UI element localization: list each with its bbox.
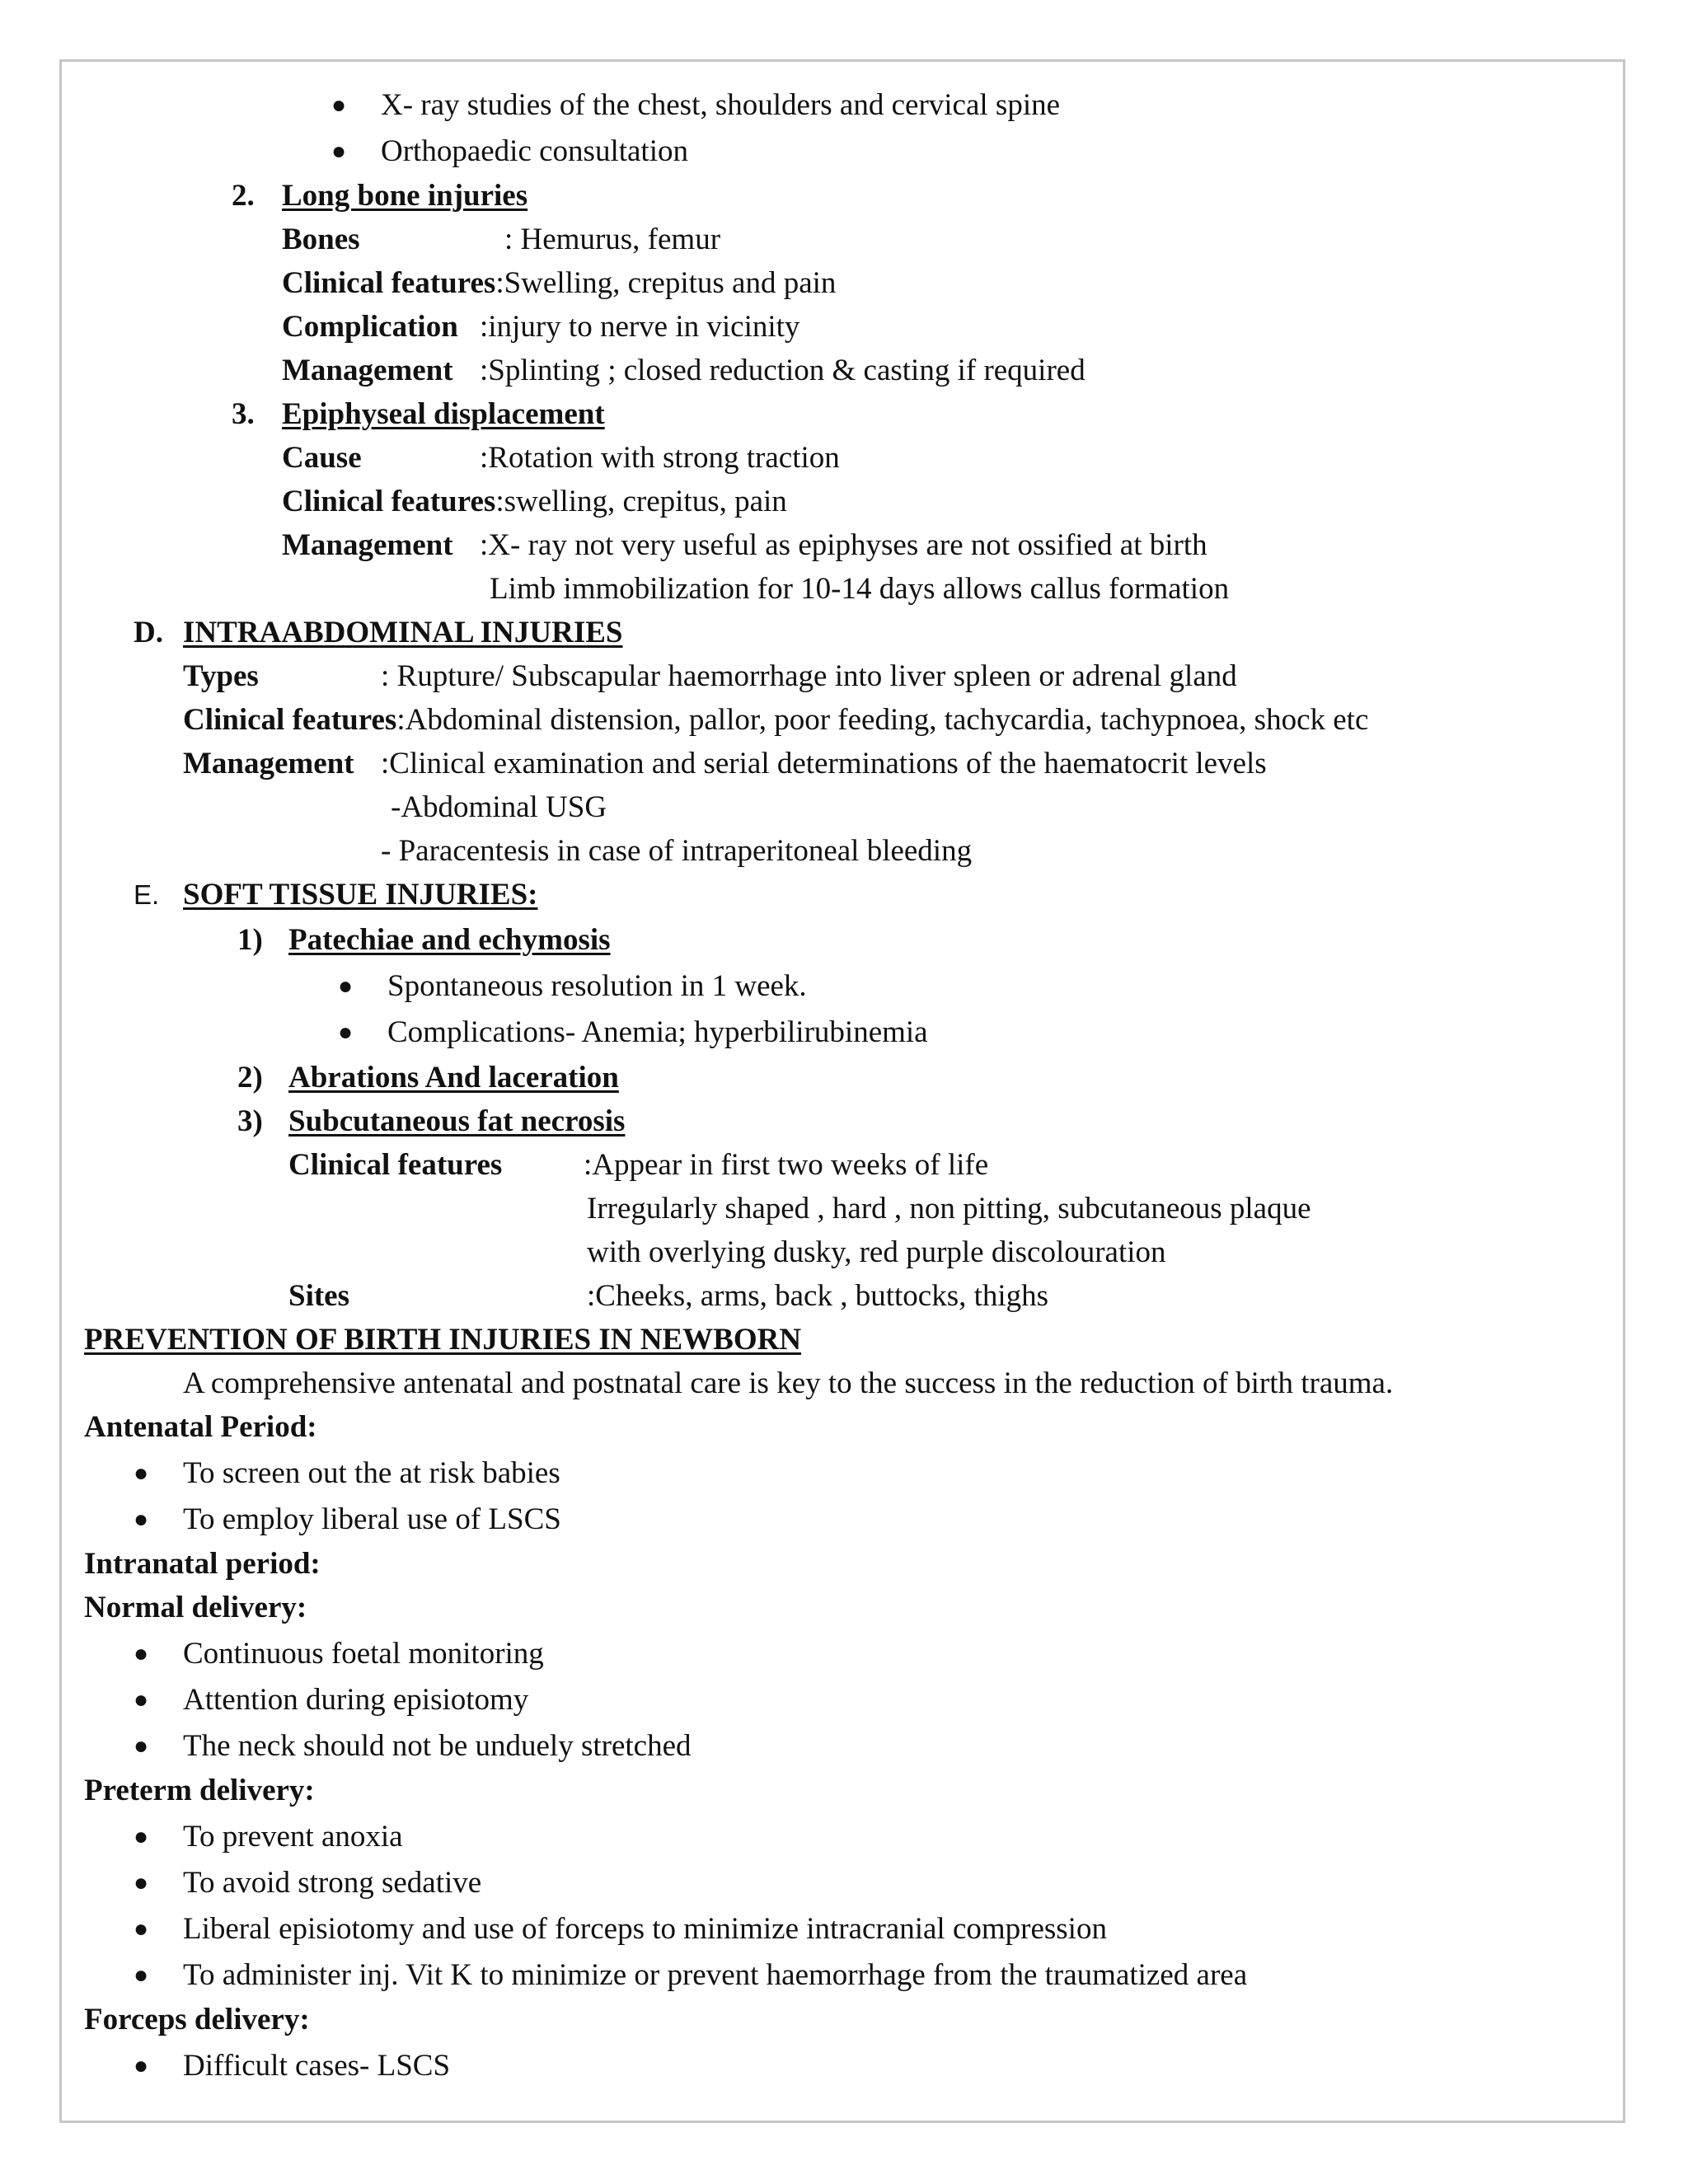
bullet-icon: ● xyxy=(134,1732,149,1760)
bullet-text: X- ray studies of the chest, shoulders and cervical spine xyxy=(381,88,1061,122)
bullet-text: Complications- Anemia; hyperbilirubinemia xyxy=(387,1015,928,1049)
field-label: Sites xyxy=(288,1279,349,1313)
field-value: :injury to nerve in vicinity xyxy=(480,310,800,344)
field-row xyxy=(183,702,1368,738)
bullet-icon: ● xyxy=(134,1460,149,1487)
bullet-icon: ● xyxy=(134,1869,149,1896)
section-number: 2. xyxy=(232,179,255,213)
bullet-text: Continuous foetal monitoring xyxy=(183,1637,544,1671)
field-label: Clinical features xyxy=(282,485,496,518)
field-value: :swelling, crepitus, pain xyxy=(495,485,787,518)
bullet-text: To prevent anoxia xyxy=(183,1820,403,1854)
section-heading: SOFT TISSUE INJURIES: xyxy=(183,878,538,912)
field-value: Irregularly shaped , hard , non pitting, subcutaneous plaque xyxy=(587,1192,1311,1226)
item-number: 1) xyxy=(237,923,263,957)
subheading: Preterm delivery: xyxy=(84,1774,315,1807)
bullet-icon: ● xyxy=(134,1915,149,1943)
bullet-text: To avoid strong sedative xyxy=(183,1866,482,1900)
field-value: -Abdominal USG xyxy=(391,790,607,824)
field-label: Management xyxy=(183,747,354,780)
field-label: Types xyxy=(183,659,259,693)
subheading: Intranatal period: xyxy=(84,1547,321,1581)
section-heading: Epiphyseal displacement xyxy=(282,397,605,431)
bullet-icon: ● xyxy=(338,1019,354,1046)
field-value: :Clinical examination and serial determinations of the haematocrit levels xyxy=(381,747,1267,780)
field-row xyxy=(282,265,836,302)
bullet-text: Liberal episiotomy and use of forceps to minimize intracranial compression xyxy=(183,1912,1107,1946)
bullet-icon: ● xyxy=(331,91,347,119)
bullet-text: To screen out the at risk babies xyxy=(183,1456,560,1490)
bullet-icon: ● xyxy=(338,972,354,1000)
bullet-text: To administer inj. Vit K to minimize or prevent haemorrhage from the traumatized area xyxy=(183,1958,1248,1992)
field-label: Clinical features xyxy=(288,1148,503,1182)
field-value: :Appear in first two weeks of life xyxy=(584,1148,989,1182)
bullet-icon: ● xyxy=(134,1961,149,1989)
bullet-text: Orthopaedic consultation xyxy=(381,134,688,168)
item-number: 3) xyxy=(237,1104,263,1138)
bullet-icon: ● xyxy=(134,1506,149,1533)
field-label: Management xyxy=(282,528,453,562)
bullet-icon: ● xyxy=(134,1640,149,1667)
bullet-icon: ● xyxy=(134,1823,149,1850)
field-label: Management xyxy=(282,354,453,387)
field-label: Cause xyxy=(282,441,362,475)
item-number: 2) xyxy=(237,1061,263,1094)
prevention-heading: PREVENTION OF BIRTH INJURIES IN NEWBORN xyxy=(84,1323,802,1357)
subheading: Normal delivery: xyxy=(84,1591,307,1624)
section-heading: INTRAABDOMINAL INJURIES xyxy=(183,616,623,649)
field-value: : Hemurus, femur xyxy=(504,223,721,256)
bullet-text: Difficult cases- LSCS xyxy=(183,2049,451,2083)
field-value: :Rotation with strong traction xyxy=(480,441,840,475)
subheading: Antenatal Period: xyxy=(84,1410,317,1444)
bullet-icon: ● xyxy=(331,138,347,165)
section-heading: Long bone injuries xyxy=(282,179,528,213)
bullet-text: Spontaneous resolution in 1 week. xyxy=(387,969,807,1003)
field-value: with overlying dusky, red purple discolouration xyxy=(587,1235,1166,1269)
item-heading: Patechiae and echymosis xyxy=(288,923,611,957)
section-letter: D. xyxy=(134,616,163,649)
field-value: :Abdominal distension, pallor, poor feeding, tachycardia, tachypnoea, shock etc xyxy=(396,703,1369,737)
section-letter: E. xyxy=(134,879,160,910)
field-value: :Splinting ; closed reduction & casting if required xyxy=(480,354,1085,387)
section-number: 3. xyxy=(232,397,255,431)
prevention-intro: A comprehensive antenatal and postnatal care is key to the success in the reduction of birth trauma. xyxy=(183,1366,1394,1400)
field-value: Limb immobilization for 10-14 days allows callus formation xyxy=(490,572,1230,606)
field-label: Clinical features xyxy=(183,703,397,737)
field-row xyxy=(282,484,787,520)
bullet-text: Attention during episiotomy xyxy=(183,1683,529,1717)
bullet-text: To employ liberal use of LSCS xyxy=(183,1502,561,1536)
field-value: : Rupture/ Subscapular haemorrhage into liver spleen or adrenal gland xyxy=(381,659,1237,693)
bullet-text: The neck should not be unduely stretched xyxy=(183,1729,692,1763)
bullet-icon: ● xyxy=(134,2052,149,2079)
item-heading: Abrations And laceration xyxy=(288,1061,619,1094)
field-label: Clinical features xyxy=(282,266,496,300)
field-value: :Swelling, crepitus and pain xyxy=(495,266,837,300)
bullet-icon: ● xyxy=(134,1686,149,1713)
item-heading: Subcutaneous fat necrosis xyxy=(288,1104,626,1138)
subheading: Forceps delivery: xyxy=(84,2003,310,2036)
field-value: :X- ray not very useful as epiphyses are not ossified at birth xyxy=(480,528,1207,562)
field-label: Complication xyxy=(282,310,458,344)
field-value: - Paracentesis in case of intraperitoneal bleeding xyxy=(381,834,973,868)
field-value: :Cheeks, arms, back , buttocks, thighs xyxy=(587,1279,1049,1313)
field-label: Bones xyxy=(282,223,360,256)
